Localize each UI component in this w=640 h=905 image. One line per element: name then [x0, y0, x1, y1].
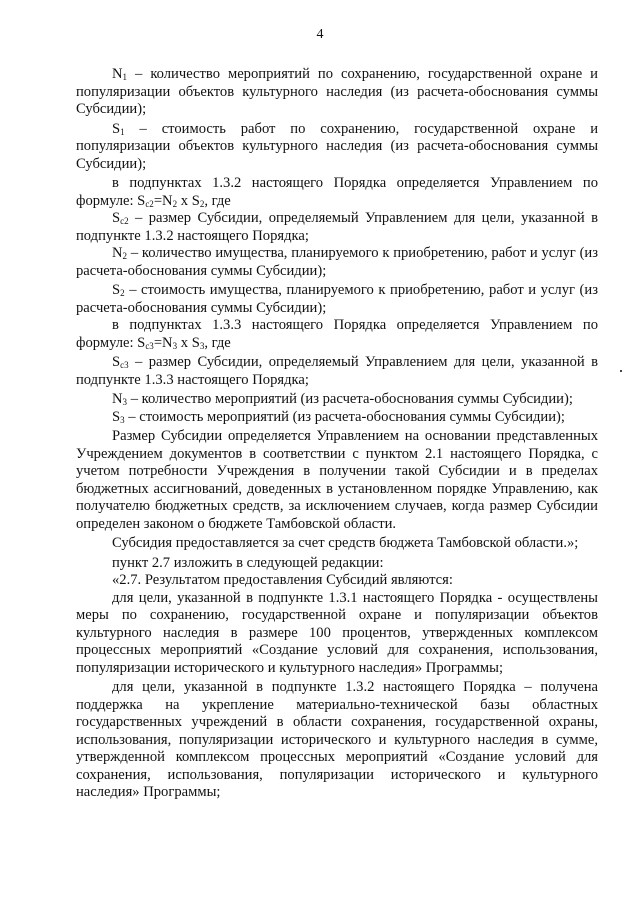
paragraph-formula-1-3-2: в подпунктах 1.3.2 настоящего Порядка определяется Управлением по формуле: $S_{c2}=N_2$ x $S_2$, где: [76, 175, 598, 209]
paragraph-s1-definition: $S_1$ – стоимость работ по сохранению, государственной охране и популяризации объектов культурного наследия (из расчета-обоснования суммы Субсидии);: [76, 120, 598, 172]
paragraph-result-1-3-2: для цели, указанной в подпункте 1.3.2 настоящего Порядка – получена поддержка на укрепление материально-технической базы областных государственных учреждений в области сохранения, государственной охраны, использования, популяризации исторического и культурного наследия в сумме, утвержденной комплексом процессных мероприятий «Создание условий для сохранения, использования, популяризации исторического и культурного наследия» Программы;: [76, 679, 598, 800]
paragraph-sc3-definition: $S_{c3}$ – размер Субсидии, определяемый Управлением для цели, указанной в подпункте 1.3.3 настоящего Порядка;: [76, 354, 598, 388]
paragraph-n2-definition: $N_2$ – количество имущества, планируемого к приобретению, работ и услуг (из расчета-обоснования суммы Субсидии);: [76, 245, 598, 279]
paragraph-result-1-3-1: для цели, указанной в подпункте 1.3.1 настоящего Порядка - осуществлены меры по сохранению, государственной охране и популяризации объектов культурного наследия в размере 100 процентов, утвержденных комплексом процессных мероприятий «Создание условий для сохранения, использования, популяризации исторического и культурного наследия» Программы;: [76, 589, 598, 676]
paragraph-formula-1-3-3: в подпунктах 1.3.3 настоящего Порядка определяется Управлением по формуле: $S_{c3}=N_3$ x $S_3$, где: [76, 317, 598, 351]
paragraph-subsidy-source: Субсидия предоставляется за счет средств бюджета Тамбовской области.»;: [112, 535, 579, 551]
page-number: 4: [316, 27, 324, 42]
paragraph-s3-definition: $S_3$ – стоимость мероприятий (из расчета-обоснования суммы Субсидии);: [112, 408, 565, 425]
document-body: [76, 66, 598, 802]
scan-speck: [620, 370, 622, 372]
paragraph-sc2-definition: $S_{c2}$ – размер Субсидии, определяемый Управлением для цели, указанной в подпункте 1.3.2 настоящего Порядка;: [76, 210, 598, 244]
paragraph-amendment-2-7: пункт 2.7 изложить в следующей редакции:: [112, 554, 384, 571]
paragraph-n3-definition: $N_3$ – количество мероприятий (из расчета-обоснования суммы Субсидии);: [112, 391, 573, 407]
paragraph-2-7-heading: «2.7. Результатом предоставления Субсидий являются:: [112, 572, 453, 588]
paragraph-n1-definition: $N_1$ – количество мероприятий по сохранению, государственной охране и популяризации объектов культурного наследия (из расчета-обоснования суммы Субсидии);: [76, 66, 598, 117]
paragraph-s2-definition: $S_2$ – стоимость имущества, планируемого к приобретению, работ и услуг (из расчета-обоснования суммы Субсидии);: [76, 282, 598, 316]
paragraph-subsidy-amount: Размер Субсидии определяется Управлением на основании представленных Учреждением документов в соответствии с пунктом 2.1 настоящего Порядка, с учетом потребности Учреждения в получении такой Субсидии и в пределах бюджетных ассигнований, доведенных в установленном порядке Управлению, как получателю бюджетных средств, за исключением случаев, когда размер Субсидии определен законом о бюджете Тамбовской области.: [76, 428, 598, 532]
